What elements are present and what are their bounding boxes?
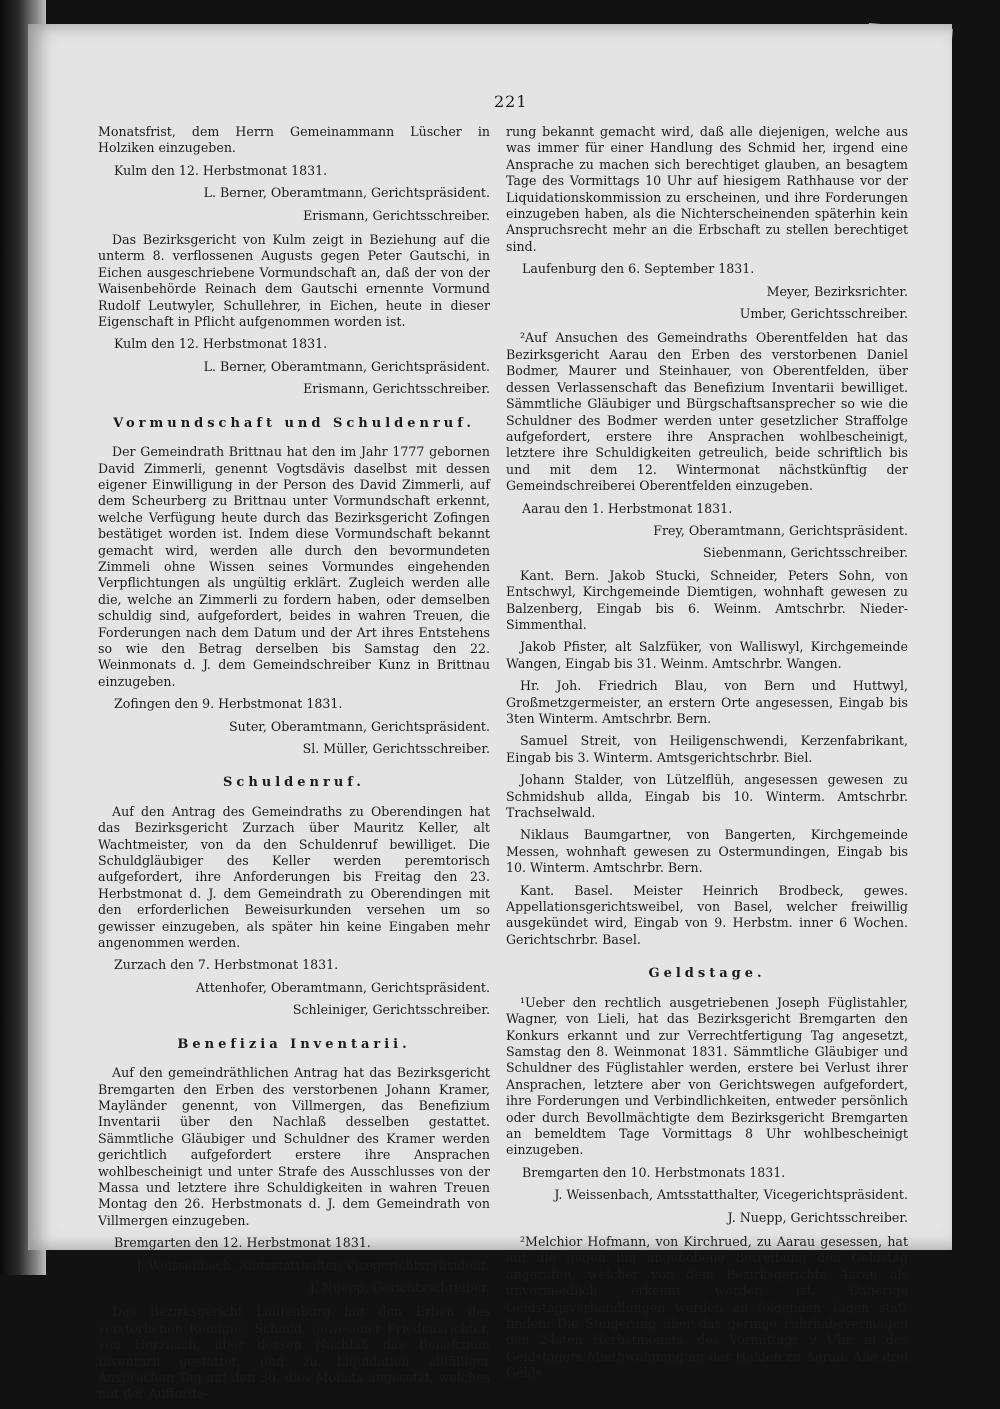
signature: Sl. Müller, Gerichtsschreiber.: [302, 741, 490, 756]
signature: Frey, Oberamtmann, Gerichtspräsident.: [653, 522, 908, 538]
paragraph: Auf den gemeindräthlichen Antrag hat das Bezirksgericht Bremgarten den Erben des verstorbenen Johann Kramer, Mayländer genennt, von Villmergen, das Benefizium Inventarii über den Nachlaß desselben gestattet. Sämmtliche Gläubiger und Schuldner des Kramer werden gerichtlich aufgefordert erstere ihre Ansprachen wohlbescheinigt und unter Strafe des Ausschlusses von der Massa und letztere ihre Schuldigkeiten in wahren Treuen Montag den 26. Herbstmonats d. J. dem Gemeindrath von Villmergen einzugeben.: [98, 1065, 490, 1228]
section-heading: Geldstage.: [648, 966, 766, 982]
signature: L. Berner, Oberamtmann, Gerichtspräsident.: [203, 358, 490, 374]
place-date: Bremgarten den 10. Herbstmonats 1831.: [522, 1164, 786, 1180]
signature: Erismann, Gerichtsschreiber.: [303, 381, 490, 397]
place-date: Bremgarten den 12. Herbstmonat 1831.: [114, 1235, 371, 1251]
paragraph: Monatsfrist, dem Herrn Gemeinammann Lüscher in Holziken einzugeben.: [98, 124, 490, 156]
place-date: Aarau den 1. Herbstmonat 1831.: [522, 500, 733, 516]
paragraph: ²Auf Ansuchen des Gemeindraths Oberentfelden hat das Bezirksgericht Aarau den Erben des verstorbenen Daniel Bodmer, Maurer und Steinhauer, von Oberentfelden, über dessen Verlassenschaft das Benefizium Inventarii bewilliget. Sämmtliche Gläubiger und Bürgschaftsansprecher so wie die Schuldner des Bodmer werden unter gesetzlicher Straffolge aufgefordert, erstere ihre Ansprachen wohlbescheinigt, letztere ihre Schuldigkeiten getreulich, beide schriftlich bis und mit dem 12. Wintermonat nächstkünftig der Gemeindschreiberei Oberentfelden einzugeben.: [506, 330, 908, 494]
list-item: Johann Stalder, von Lützelflüh, angesessen gewesen zu Schmidshub allda, Eingab bis 10. Winterm. Amtschrbr. Trachselwald.: [506, 772, 908, 821]
list-item: Niklaus Baumgartner, von Bangerten, Kirchgemeinde Messen, wohnhaft gewesen zu Ostermundingen, Eingab bis 10. Winterm. Amtschrbr. Bern.: [506, 827, 908, 876]
place-date: Zofingen den 9. Herbstmonat 1831.: [114, 696, 343, 712]
list-item: Jakob Pfister, alt Salzfüker, von Walliswyl, Kirchgemeinde Wangen, Eingab bis 31. Weinm. Amtschrbr. Wangen.: [506, 639, 908, 671]
place-date: Laufenburg den 6. September 1831.: [522, 261, 755, 277]
page-number: 221: [494, 92, 528, 111]
paragraph: Das Bezirksgericht Laufenburg hat den Erben des verstorbenen Remigius Schmid, gewesener Friedensrichter, von Herznach, über dessen Nachlaß das Benefizium Inventarii gestattet, und zu Liquidation allfälliger Ansprachen Tag auf den 30. dies Monats angesetzt, welches mit der Aufforde-: [98, 1304, 490, 1402]
place-date: Kulm den 12. Herbstmonat 1831.: [114, 336, 328, 352]
signature: Attenhofer, Oberamtmann, Gerichtspräsident.: [195, 979, 490, 995]
paragraph: Auf den Antrag des Gemeindraths zu Oberendingen hat das Bezirksgericht Zurzach über Mauritz Keller, alt Wachtmeister, von da den Schuldenruf bewilliget. Die Schuldgläubiger des Keller werden peremtorisch aufgefordert, ihre Anforderungen bis Freitag den 23. Herbstmonat d. J. dem Gemeindrath zu Oberendingen mit den erforderlichen Beweisurkunden versehen um so gewisser einzugeben, als später hin keine Eingaben mehr angenommen werden.: [98, 803, 490, 951]
section-heading: Vormundschaft und Schuldenruf.: [113, 415, 475, 431]
signature: Erismann, Gerichtsschreiber.: [303, 207, 490, 223]
paragraph: Der Gemeindrath Brittnau hat den im Jahr 1777 gebornen David Zimmerli, genennt Vogtsdävis daselbst mit dessen eigener Einwilligung in der Person des David Zimmerli, auf dem Scheurberg zu Brittnau unter Vormundschaft erkennt, welche Verfügung heute durch das Bezirksgericht Zofingen bestätiget worden ist. Indem diese Vormundschaft bekannt gemacht wird, werden alle durch den bevormundeten Zimmeli ohne Wissen seines Vormundes eingehenden Verpflichtungen als ungültig erklärt. Zugleich werden alle die, welche an Zimmerli zu fordern haben, oder demselben schuldig sind, aufgefordert, beides in wahren Treuen, die Forderungen nach dem Datum und der Art ihres Entstehens so wie den Betrag derselben bis Samstag den 22. Weinmonats d. J. dem Gemeindschreiber Kunz in Brittnau einzugeben.: [98, 444, 490, 689]
signature: Umber, Gerichtsschreiber.: [739, 306, 908, 322]
signature: J. Weissenbach, Amtsstatthalter, Vicegerichtspräsident.: [136, 1257, 490, 1273]
paragraph: ²Melchior Hofmann, von Kirchrued, zu Aarau gesessen, hat auf die gegen ihn angehobene Betreibung den Geldstag angerufen, welcher von dem Bezirksgerichte Aarau als unvermeidlich erkennt worden ist. Daherige Geldstagsverhandlungen werden an folgenden Tagen statt finden: Die Steigerung über das geringe Fahrhabevermögen den 24sten Herbstmonats, des Vormittags 9 Uhr, in des Geldstagers Miethwohnung an der Halden zu Aarau. Alle drei Gelds-: [506, 1233, 908, 1381]
signature: Suter, Oberamtmann, Gerichtspräsident.: [229, 718, 490, 734]
list-item: Samuel Streit, von Heiligenschwendi, Kerzenfabrikant, Eingab bis 3. Winterm. Amtsgerichtschrbr. Biel.: [506, 733, 908, 765]
right-column: [506, 124, 908, 1388]
left-column: [98, 124, 490, 1409]
document-page: [28, 24, 952, 1402]
place-date: Zurzach den 7. Herbstmonat 1831.: [114, 957, 339, 973]
paragraph: rung bekannt gemacht wird, daß alle diejenigen, welche aus was immer für einer Handlung des Schmid her, irgend eine Ansprache zu machen sich berechtiget glauben, an besagtem Tage des Vormittags 10 Uhr auf hiesigem Rathhause vor der Liquidationskommission zu erscheinen, und ihre Forderungen einzugeben haben, als die Nichterscheinenden späterhin kein Anspruchsrecht mehr an die Erbschaft zu stellen berechtiget sind.: [506, 124, 908, 254]
signature: J. Nuepp, Gerichtsschreiber.: [727, 1209, 908, 1225]
signature: L. Berner, Oberamtmann, Gerichtspräsident.: [203, 185, 490, 201]
paragraph: ¹Ueber den rechtlich ausgetriebenen Joseph Füglistahler, Wagner, von Lieli, hat das Bezirksgericht Bremgarten den Konkurs erkannt und zur Verrechtfertigung Tag angesetzt, Samstag den 8. Weinmonat 1831. Sämmtliche Gläubiger und Schuldner des Füglistahler werden, erstere bei Verlust ihrer Ansprachen, letztere aber von Gerichtswegen aufgefordert, ihre Forderungen und Verbindlichkeiten, entweder persönlich oder durch Bevollmächtigte dem Bezirksgericht Bremgarten an bemeldtem Tage Vormittags 8 Uhr wohlbescheinigt einzugeben.: [506, 994, 908, 1158]
signature: Siebenmann, Gerichtsschreiber.: [703, 545, 908, 561]
list-item: Hr. Joh. Friedrich Blau, von Bern und Huttwyl, Großmetzgermeister, an erstern Orte angesessen, Eingab bis 3ten Winterm. Amtschrbr. Bern.: [506, 678, 908, 726]
section-heading: Benefizia Inventarii.: [177, 1036, 411, 1052]
section-heading: Schuldenruf.: [223, 775, 365, 791]
place-date: Kulm den 12. Herbstmonat 1831.: [114, 162, 328, 178]
signature: J. Nuepp, Gerichtsschreiber.: [309, 1279, 490, 1295]
signature: Meyer, Bezirksrichter.: [766, 283, 908, 299]
paragraph: Das Bezirksgericht von Kulm zeigt in Beziehung auf die unterm 8. verflossenen Augusts gegen Peter Gautschi, in Eichen ausgeschriebene Vormundschaft an, daß der von der Waisenbehörde Reinach dem Gautschi ernennte Vormund Rudolf Leutwyler, Schullehrer, in Eichen, heute in dieser Eigenschaft in Pflicht aufgenommen worden ist.: [98, 232, 490, 330]
signature: Schleiniger, Gerichtsschreiber.: [292, 1002, 490, 1018]
list-item: Kant. Basel. Meister Heinrich Brodbeck, gewes. Appellationsgerichtsweibel, von Basel, welcher freiwillig ausgekündet wird, Eingab von 9. Herbstm. inner 6 Wochen. Gerichtschrbr. Basel.: [506, 882, 908, 947]
signature: J. Weissenbach, Amtsstatthalter, Vicegerichtspräsident.: [554, 1187, 908, 1203]
list-item: Kant. Bern. Jakob Stucki, Schneider, Peters Sohn, von Entschwyl, Kirchgemeinde Diemtigen, wohnhaft gewesen zu Balzenberg, Eingab bis 6. Weinm. Amtschrbr. Nieder-Simmenthal.: [506, 567, 908, 632]
